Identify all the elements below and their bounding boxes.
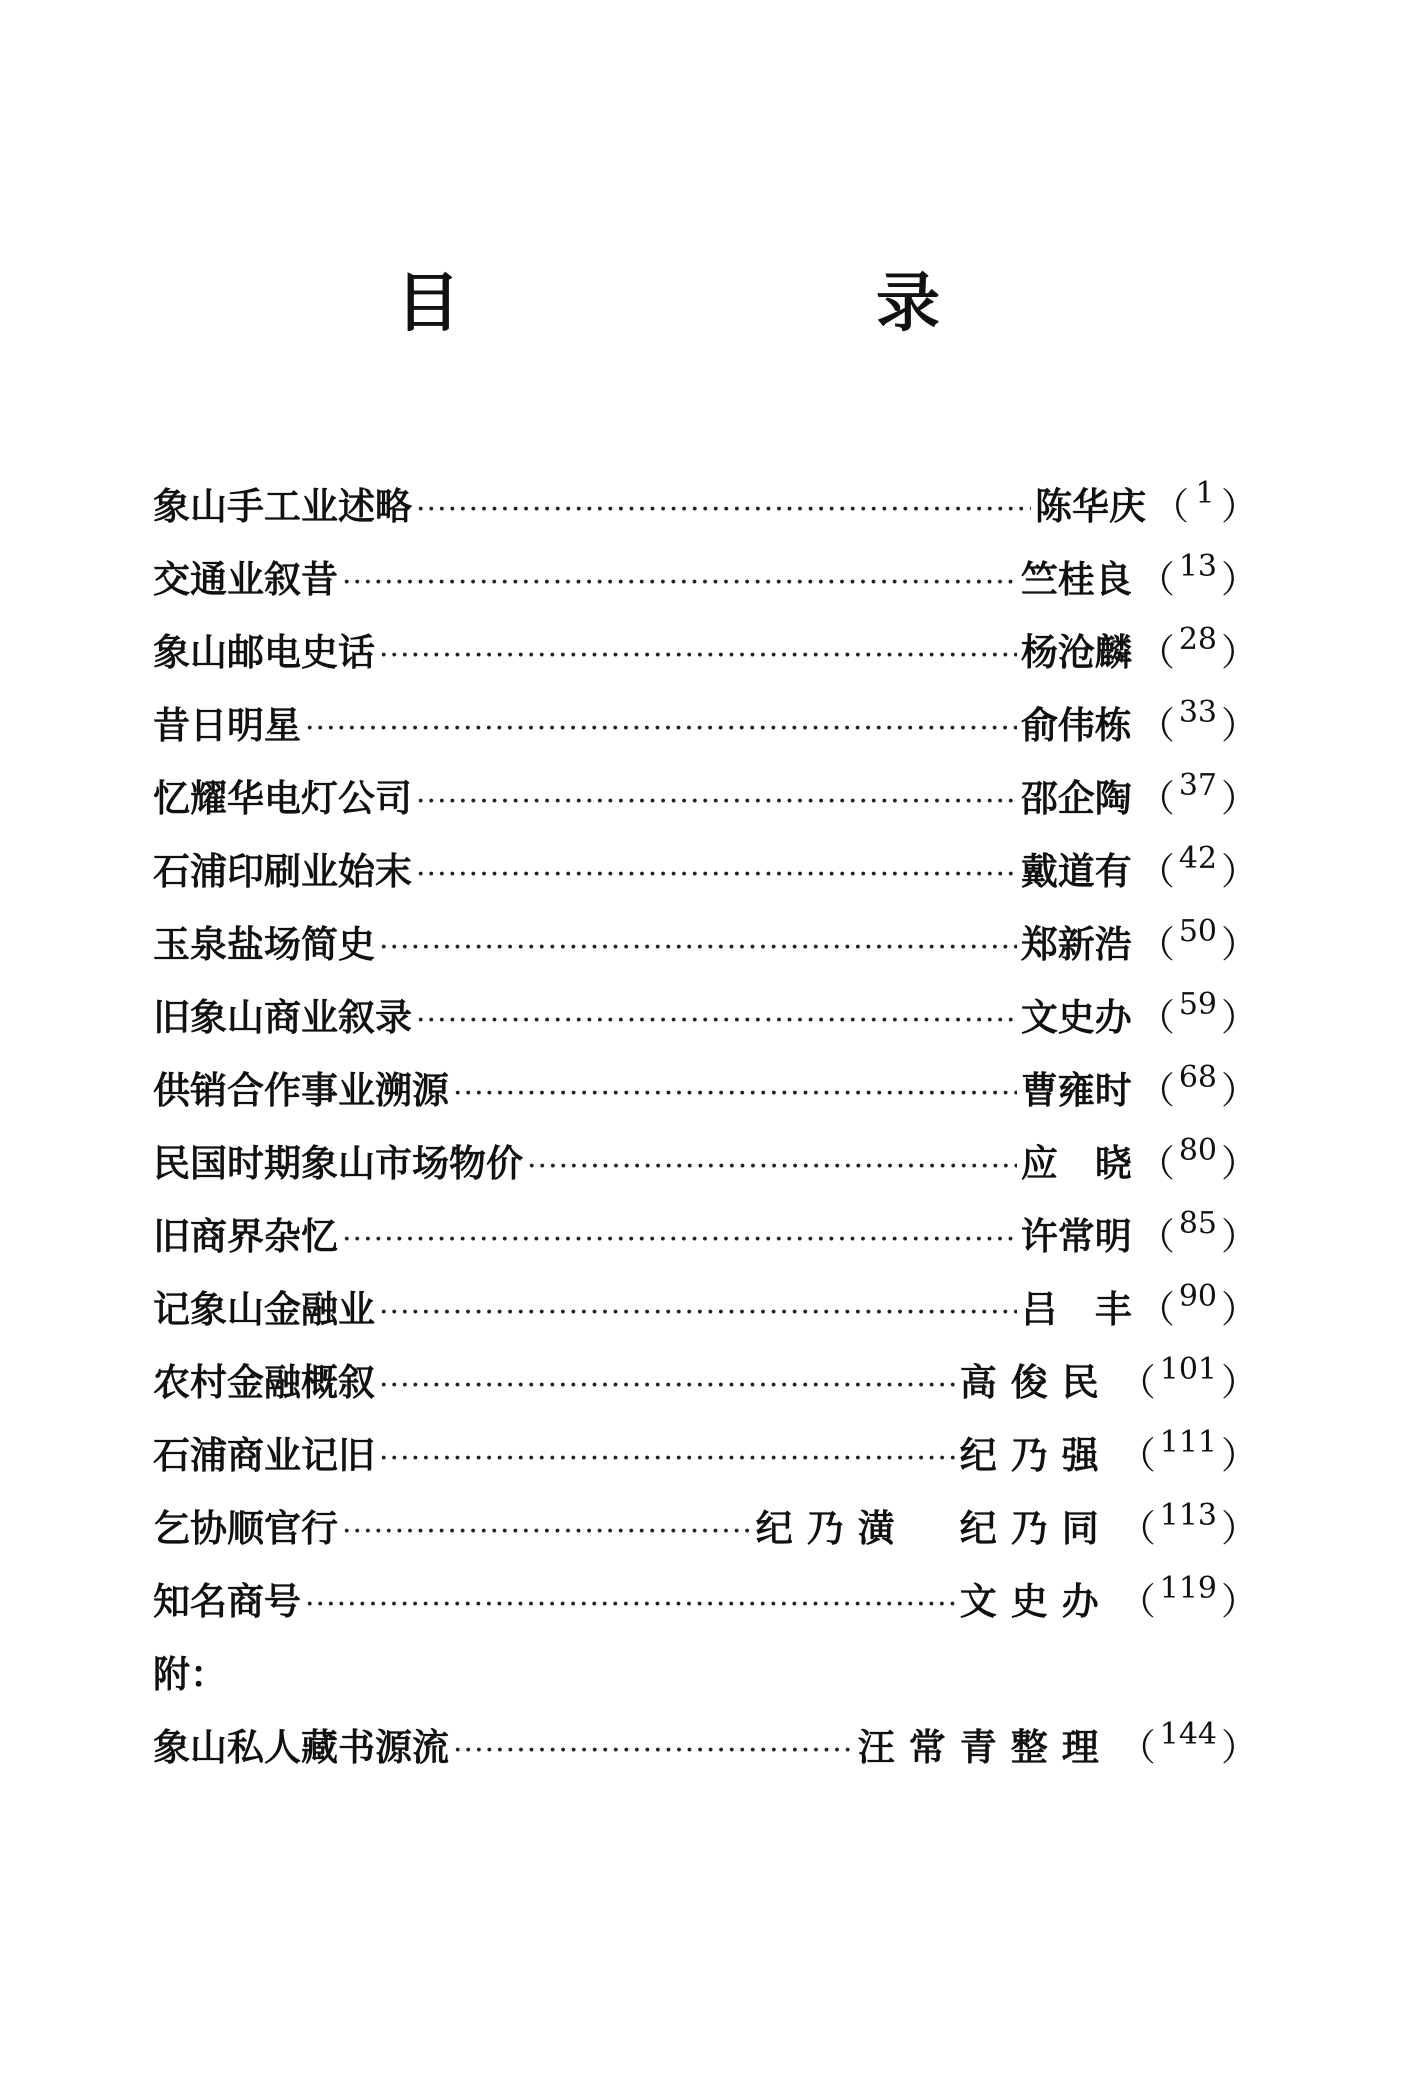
dot-leader — [416, 485, 1031, 528]
toc-entry — [153, 1133, 1258, 1206]
toc-entry-author: 纪乃强 — [959, 1433, 1113, 1477]
toc-entry — [153, 1498, 1258, 1571]
toc-entry-page — [1119, 1498, 1258, 1552]
toc-entry-author: 郑新浩 — [1020, 922, 1132, 966]
toc-entry-title: 石浦印刷业始末 — [153, 849, 412, 893]
toc-entry — [153, 1425, 1258, 1498]
dot-leader — [379, 923, 1017, 966]
toc-entry-title: 旧商界杂忆 — [153, 1214, 338, 1258]
toc-entry-page — [1138, 768, 1258, 822]
toc-entry-page — [1119, 1571, 1258, 1625]
page-number: 13 — [1178, 549, 1217, 584]
toc-entry-author: 竺桂良 — [1020, 557, 1132, 601]
toc-entry-page — [1138, 841, 1258, 895]
paren-close: ） — [1221, 1361, 1258, 1404]
toc-appendix-entries — [153, 1717, 1258, 1790]
toc-entry-title: 农村金融概叙 — [153, 1360, 375, 1404]
page-number: 33 — [1178, 695, 1217, 730]
toc-entry-page — [1138, 1133, 1258, 1187]
paren-close: ） — [1221, 1142, 1258, 1185]
page-number: 59 — [1178, 987, 1217, 1022]
appendix-label: 附： — [153, 1652, 227, 1696]
paren-close: ） — [1221, 558, 1258, 601]
page-title: 目 录 — [396, 266, 1116, 341]
dot-leader — [416, 996, 1017, 1039]
paren-close: ） — [1221, 704, 1258, 747]
dot-leader — [453, 1069, 1017, 1112]
toc-entry-author: 许常明 — [1020, 1214, 1132, 1258]
toc-entry-title: 记象山金融业 — [153, 1287, 375, 1331]
toc-entry-title: 民国时期象山市场物价 — [153, 1141, 523, 1185]
paren-close: ） — [1221, 996, 1258, 1039]
toc-entry-author: 陈华庆 — [1035, 484, 1146, 528]
toc-entry-author: 俞伟栋 — [1020, 703, 1132, 747]
toc-entry-author: 文史办 — [1020, 995, 1132, 1039]
paren-open: （ — [1118, 1580, 1156, 1623]
toc-entry-page — [1138, 549, 1258, 603]
paren-open: （ — [1118, 1361, 1156, 1404]
toc-entry-title: 象山手工业述略 — [153, 484, 412, 528]
toc-entry-title: 乞协顺官行 — [153, 1506, 338, 1550]
toc-entry-page — [1119, 1717, 1258, 1771]
paren-open: （ — [1118, 1726, 1156, 1769]
page-number: 144 — [1159, 1717, 1217, 1752]
paren-open: （ — [1152, 485, 1189, 528]
toc-entry-page — [1119, 1352, 1258, 1406]
paren-open: （ — [1118, 1434, 1156, 1477]
toc-entry — [153, 1717, 1258, 1790]
toc-entry-author: 纪乃潢 纪乃同 — [755, 1506, 1113, 1550]
dot-leader — [342, 1507, 752, 1550]
toc-entry-page — [1119, 1425, 1258, 1479]
toc-entry-page — [1152, 476, 1258, 530]
dot-leader — [379, 1288, 1017, 1331]
toc-entry — [153, 987, 1258, 1060]
toc-entry-page — [1138, 914, 1258, 968]
paren-open: （ — [1137, 1069, 1175, 1112]
toc-entry-author: 邵企陶 — [1020, 776, 1132, 820]
page-number: 90 — [1178, 1279, 1217, 1314]
paren-open: （ — [1137, 777, 1175, 820]
dot-leader — [379, 1434, 956, 1477]
toc-entry-page — [1138, 622, 1258, 676]
paren-close: ） — [1221, 850, 1258, 893]
paren-close: ） — [1221, 485, 1258, 528]
toc-entry-page — [1138, 987, 1258, 1041]
paren-close: ） — [1221, 1215, 1258, 1258]
page-number: 101 — [1159, 1352, 1217, 1387]
page-number: 37 — [1178, 768, 1217, 803]
page-number: 113 — [1159, 1498, 1217, 1533]
page-number: 119 — [1159, 1571, 1217, 1606]
dot-leader — [527, 1142, 1017, 1185]
toc-entry — [153, 1352, 1258, 1425]
page-number: 111 — [1159, 1425, 1217, 1460]
toc-entry-page — [1138, 1279, 1258, 1333]
toc-entry-author: 应 晓 — [1020, 1141, 1132, 1185]
toc-entry — [153, 841, 1258, 914]
toc-entry — [153, 622, 1258, 695]
page-number: 85 — [1178, 1206, 1217, 1241]
table-of-contents — [153, 476, 1258, 1790]
page-number: 50 — [1178, 914, 1217, 949]
paren-close: ） — [1221, 1288, 1258, 1331]
dot-leader — [416, 850, 1017, 893]
paren-open: （ — [1118, 1507, 1156, 1550]
toc-entry-title: 昔日明星 — [153, 703, 301, 747]
toc-entry-title: 象山邮电史话 — [153, 630, 375, 674]
toc-entry-author: 文史办 — [959, 1579, 1113, 1623]
toc-entry-author: 吕 丰 — [1020, 1287, 1132, 1331]
dot-leader — [416, 777, 1017, 820]
paren-open: （ — [1137, 1215, 1175, 1258]
toc-entries — [153, 476, 1258, 1644]
toc-entry-page — [1138, 695, 1258, 749]
dot-leader — [379, 1361, 956, 1404]
paren-close: ） — [1221, 923, 1258, 966]
page-number: 42 — [1178, 841, 1217, 876]
toc-entry-title: 交通业叙昔 — [153, 557, 338, 601]
paren-close: ） — [1221, 1069, 1258, 1112]
dot-leader — [379, 631, 1017, 674]
paren-open: （ — [1137, 704, 1175, 747]
toc-entry — [153, 549, 1258, 622]
toc-entry-title: 玉泉盐场简史 — [153, 922, 375, 966]
dot-leader — [342, 558, 1017, 601]
toc-entry-author: 曹雍时 — [1020, 1068, 1132, 1112]
paren-open: （ — [1137, 923, 1175, 966]
toc-entry — [153, 768, 1258, 841]
toc-entry — [153, 1279, 1258, 1352]
page-number: 28 — [1178, 622, 1217, 657]
toc-entry-title: 知名商号 — [153, 1579, 301, 1623]
page-number: 80 — [1178, 1133, 1217, 1168]
toc-entry — [153, 476, 1258, 549]
toc-entry-title: 忆耀华电灯公司 — [153, 776, 412, 820]
dot-leader — [342, 1215, 1017, 1258]
paren-open: （ — [1137, 1288, 1175, 1331]
toc-entry — [153, 1206, 1258, 1279]
paren-close: ） — [1221, 1507, 1258, 1550]
toc-entry-page — [1138, 1206, 1258, 1260]
toc-entry — [153, 1060, 1258, 1133]
paren-open: （ — [1137, 850, 1175, 893]
paren-close: ） — [1221, 1580, 1258, 1623]
paren-close: ） — [1221, 1726, 1258, 1769]
toc-entry — [153, 914, 1258, 987]
toc-entry-author: 汪常青整理 — [857, 1725, 1113, 1769]
dot-leader — [305, 1580, 956, 1623]
toc-entry — [153, 1571, 1258, 1644]
toc-entry-author: 杨沧麟 — [1020, 630, 1132, 674]
toc-entry-page — [1138, 1060, 1258, 1114]
dot-leader — [305, 704, 1017, 747]
toc-entry-title: 石浦商业记旧 — [153, 1433, 375, 1477]
toc-entry — [153, 695, 1258, 768]
dot-leader — [453, 1726, 854, 1769]
paren-close: ） — [1221, 631, 1258, 674]
toc-entry-title: 旧象山商业叙录 — [153, 995, 412, 1039]
paren-open: （ — [1137, 996, 1175, 1039]
paren-open: （ — [1137, 558, 1175, 601]
page-number: 1 — [1195, 476, 1215, 511]
paren-open: （ — [1137, 1142, 1175, 1185]
paren-close: ） — [1221, 1434, 1258, 1477]
paren-open: （ — [1137, 631, 1175, 674]
toc-entry-title: 象山私人藏书源流 — [153, 1725, 449, 1769]
toc-entry-title: 供销合作事业溯源 — [153, 1068, 449, 1112]
page-number: 68 — [1178, 1060, 1217, 1095]
toc-entry-author: 戴道有 — [1020, 849, 1132, 893]
paren-close: ） — [1221, 777, 1258, 820]
toc-entry-author: 高俊民 — [959, 1360, 1113, 1404]
